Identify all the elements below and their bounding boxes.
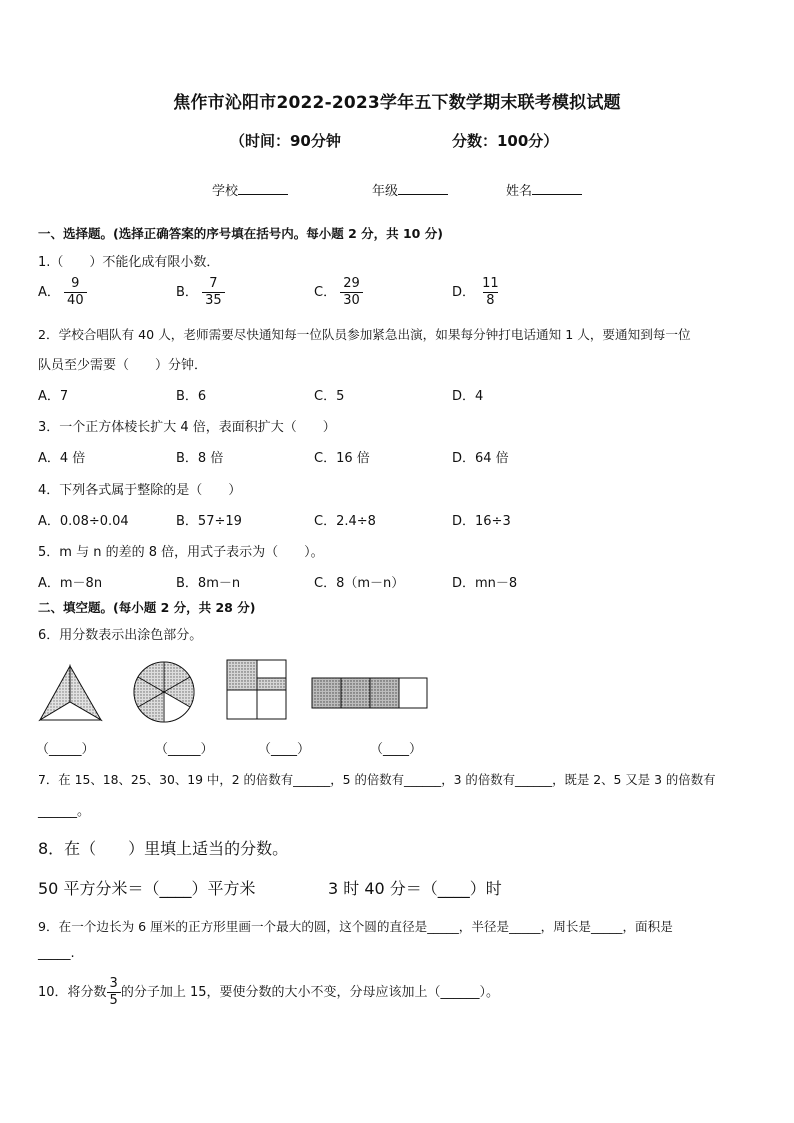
q6-answer-4: （____） [370,742,423,757]
school-field [212,180,288,199]
question-9-line-2: _____. [38,946,75,961]
name-label: 姓名 [506,184,533,199]
q5-option-b: B．8m－n [176,576,241,591]
grade-blank [398,182,448,195]
q1-option-d: D． $\frac{11}{8}$ [452,276,502,309]
question-1: 1.（ ）不能化成有限小数． [38,255,220,270]
question-4: 4．下列各式属于整除的是（ ） [38,483,242,498]
q3-option-a: A．4 倍 [38,451,86,466]
q5-option-c: C．8（m－n） [314,576,405,591]
triangle-figure [38,664,104,722]
fraction: $\frac{11}{8}$ [482,276,499,308]
q4-option-a: A．0.08÷0.04 [38,514,129,529]
question-9-line-1: 9．在一个边长为 6 厘米的正方形里画一个最大的圆，这个圆的直径是_____，半径是_____，周长是_____，面积是 [38,919,673,934]
grade-label: 年级 [372,184,399,199]
q1-option-a: A． $\frac{9}{40}$ [38,276,87,309]
school-blank [238,182,288,195]
fraction: $\frac{7}{35}$ [202,276,225,309]
q1-option-b: B． $\frac{7}{35}$ [176,276,225,309]
q2-option-d: D．4 [452,389,484,404]
question-10: 10．将分数 $\frac{3}{5}$ 的分子加上 15，要使分数的大小不变，分母应该加上（______）。 [38,976,500,1008]
question-3: 3．一个正方体棱长扩大 4 倍，表面积扩大（ ） [38,420,336,435]
section-2-heading: 二、填空题。(每小题 2 分，共 28 分) [38,600,256,615]
name-field [506,180,582,199]
question-8: 8．在（ ）里填上适当的分数。 [38,839,289,858]
q6-answer-2: （_____） [155,742,214,757]
fraction: $\frac{3}{5}$ [107,976,121,1009]
q8-part-1: 50 平方分米＝（____）平方米 [38,879,256,898]
q3-option-b: B．8 倍 [176,451,224,466]
q3-option-d: D．64 倍 [452,451,509,466]
q4-option-c: C．2.4÷8 [314,514,376,529]
page-title: 焦作市沁阳市2022-2023学年五下数学期末联考模拟试题 [173,93,621,113]
rectangle-figure [311,677,429,710]
q4-option-d: D．16÷3 [452,514,511,529]
q4-option-b: B．57÷19 [176,514,242,529]
question-5: 5．m 与 n 的差的 8 倍，用式子表示为（ ）。 [38,545,324,560]
section-1-heading: 一、选择题。(选择正确答案的序号填在括号内。每小题 2 分，共 10 分) [38,226,443,241]
question-2-line-2: 队员至少需要（ ）分钟． [38,358,208,373]
q6-answer-1: （_____） [36,742,95,757]
q8-part-2: 3 时 40 分＝（____）时 [328,879,502,898]
q2-option-a: A．7 [38,389,69,404]
exam-score: 分数：100分） [452,132,559,150]
fraction: $\frac{29}{30}$ [340,276,363,309]
exam-time: （时间：90分钟 [230,132,341,150]
q2-option-c: C．5 [314,389,345,404]
grade-field [372,180,448,199]
question-7-line-1: 7．在 15、18、25、30、19 中，2 的倍数有______，5 的倍数有______，3 的倍数有______，既是 2、5 又是 3 的倍数有 [38,772,716,787]
question-2-line-1: 2．学校合唱队有 40 人，老师需要尽快通知每一位队员参加紧急出演，如果每分钟打电话通知 1 人，要通知到每一位 [38,327,691,342]
question-7-line-2: ______。 [38,804,91,819]
square-figure [226,659,288,721]
q1-option-c: C． $\frac{29}{30}$ [314,276,363,309]
question-6: 6．用分数表示出涂色部分。 [38,628,203,643]
q3-option-c: C．16 倍 [314,451,370,466]
q5-option-a: A．m－8n [38,576,103,591]
school-label: 学校 [212,184,239,199]
fraction: $\frac{9}{40}$ [64,276,87,309]
name-blank [532,182,582,195]
circle-figure [131,661,197,723]
q5-option-d: D．mn－8 [452,576,518,591]
q6-answer-3: （____） [258,742,311,757]
q2-option-b: B．6 [176,389,207,404]
